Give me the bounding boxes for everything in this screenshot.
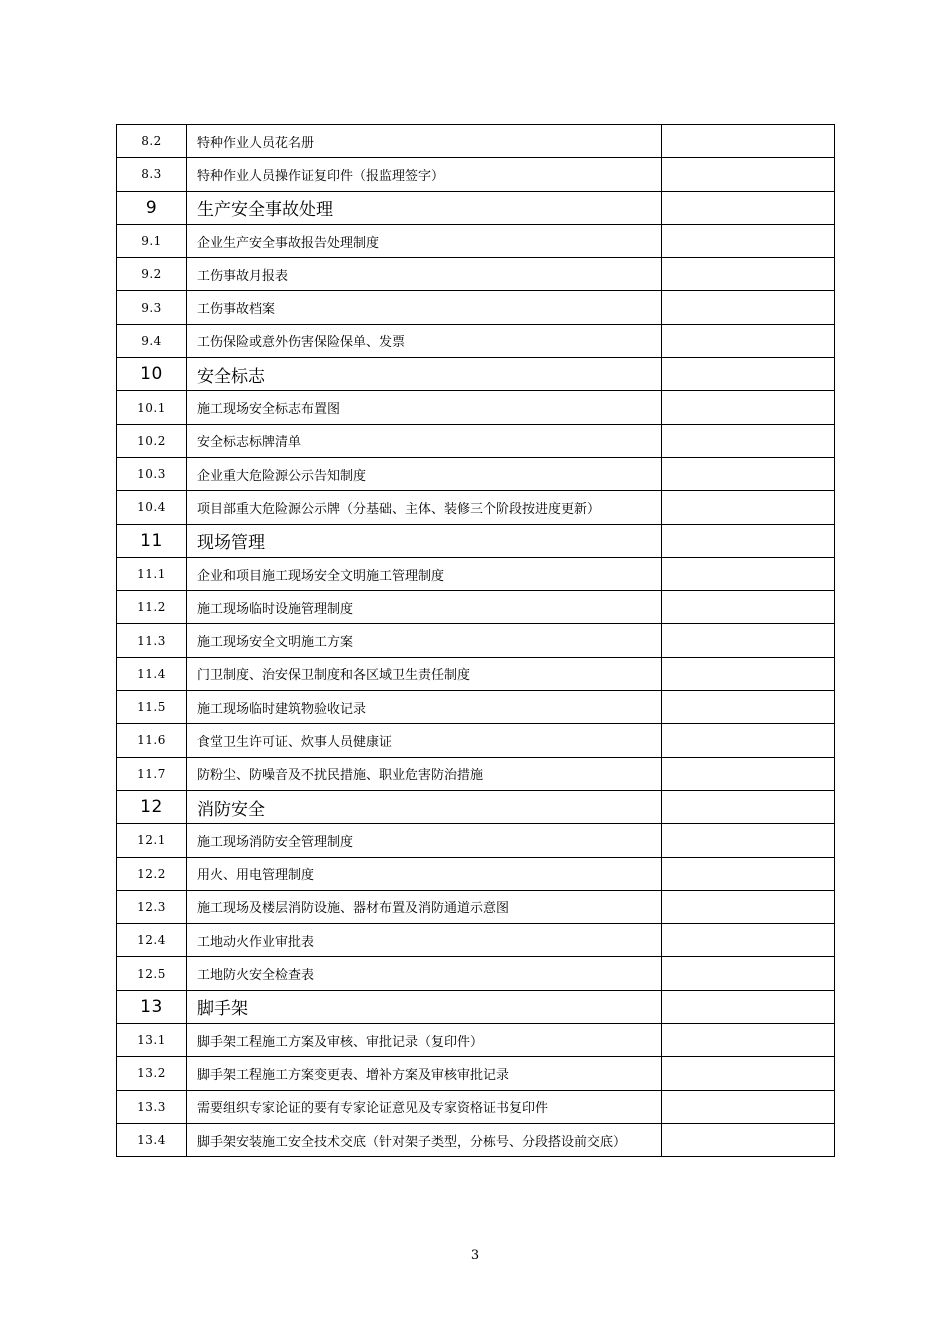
item-description: 施工现场临时设施管理制度: [187, 591, 662, 624]
item-description: 工地动火作业审批表: [187, 924, 662, 957]
section-row: [117, 790, 835, 823]
item-number: 10: [117, 358, 187, 391]
table-row: [117, 1024, 835, 1057]
item-number: 12.5: [117, 957, 187, 990]
table-row: [117, 1057, 835, 1090]
section-row: [117, 358, 835, 391]
item-description: 防粉尘、防噪音及不扰民措施、职业危害防治措施: [187, 757, 662, 790]
table-row: [117, 391, 835, 424]
notes-cell: [662, 1057, 835, 1090]
table-row: [117, 691, 835, 724]
item-number: 8.3: [117, 158, 187, 191]
notes-cell: [662, 291, 835, 324]
item-description: 门卫制度、治安保卫制度和各区域卫生责任制度: [187, 657, 662, 690]
notes-cell: [662, 691, 835, 724]
notes-cell: [662, 491, 835, 524]
item-description: 施工现场安全标志布置图: [187, 391, 662, 424]
table-row: [117, 158, 835, 191]
item-number: 9.3: [117, 291, 187, 324]
item-number: 9.1: [117, 224, 187, 257]
item-number: 12.3: [117, 890, 187, 923]
notes-cell: [662, 657, 835, 690]
table-row: [117, 1090, 835, 1123]
table-row: [117, 657, 835, 690]
item-description: 工地防火安全检查表: [187, 957, 662, 990]
notes-cell: [662, 857, 835, 890]
item-description: 安全标志标牌清单: [187, 424, 662, 457]
item-number: 9.2: [117, 258, 187, 291]
table-body: [117, 125, 835, 1157]
notes-cell: [662, 824, 835, 857]
item-description: 用火、用电管理制度: [187, 857, 662, 890]
table-row: [117, 957, 835, 990]
notes-cell: [662, 1090, 835, 1123]
item-number: 10.3: [117, 457, 187, 490]
item-number: 12.4: [117, 924, 187, 957]
table-row: [117, 890, 835, 923]
item-description: 脚手架工程施工方案变更表、增补方案及审核审批记录: [187, 1057, 662, 1090]
item-description: 工伤事故档案: [187, 291, 662, 324]
notes-cell: [662, 324, 835, 357]
item-number: 13.2: [117, 1057, 187, 1090]
table-row: [117, 258, 835, 291]
item-description: 工伤保险或意外伤害保险保单、发票: [187, 324, 662, 357]
table-row: [117, 724, 835, 757]
item-description: 企业生产安全事故报告处理制度: [187, 224, 662, 257]
notes-cell: [662, 424, 835, 457]
notes-cell: [662, 990, 835, 1023]
table-row: [117, 125, 835, 158]
item-description: 脚手架工程施工方案及审核、审批记录（复印件）: [187, 1024, 662, 1057]
notes-cell: [662, 191, 835, 224]
table-row: [117, 557, 835, 590]
section-row: [117, 990, 835, 1023]
notes-cell: [662, 1123, 835, 1156]
item-description: 需要组织专家论证的要有专家论证意见及专家资格证书复印件: [187, 1090, 662, 1123]
table-row: [117, 457, 835, 490]
item-description: 工伤事故月报表: [187, 258, 662, 291]
item-number: 10.1: [117, 391, 187, 424]
section-title: 安全标志: [187, 358, 662, 391]
table-row: [117, 924, 835, 957]
item-number: 10.2: [117, 424, 187, 457]
notes-cell: [662, 924, 835, 957]
table-row: [117, 624, 835, 657]
item-number: 12.1: [117, 824, 187, 857]
item-description: 施工现场临时建筑物验收记录: [187, 691, 662, 724]
item-number: 13.1: [117, 1024, 187, 1057]
notes-cell: [662, 591, 835, 624]
notes-cell: [662, 358, 835, 391]
item-number: 9.4: [117, 324, 187, 357]
item-number: 11.4: [117, 657, 187, 690]
item-number: 11.1: [117, 557, 187, 590]
table-row: [117, 224, 835, 257]
table-row: [117, 424, 835, 457]
item-number: 12: [117, 790, 187, 823]
item-number: 8.2: [117, 125, 187, 158]
table-row: [117, 591, 835, 624]
item-description: 企业重大危险源公示告知制度: [187, 457, 662, 490]
item-description: 食堂卫生许可证、炊事人员健康证: [187, 724, 662, 757]
item-number: 10.4: [117, 491, 187, 524]
section-title: 现场管理: [187, 524, 662, 557]
section-row: [117, 524, 835, 557]
notes-cell: [662, 757, 835, 790]
item-number: 11: [117, 524, 187, 557]
notes-cell: [662, 524, 835, 557]
notes-cell: [662, 957, 835, 990]
notes-cell: [662, 457, 835, 490]
item-number: 11.7: [117, 757, 187, 790]
item-number: 13.3: [117, 1090, 187, 1123]
notes-cell: [662, 890, 835, 923]
document-table: [116, 124, 835, 1157]
item-description: 施工现场及楼层消防设施、器材布置及消防通道示意图: [187, 890, 662, 923]
notes-cell: [662, 1024, 835, 1057]
notes-cell: [662, 158, 835, 191]
item-number: 11.6: [117, 724, 187, 757]
item-number: 11.3: [117, 624, 187, 657]
notes-cell: [662, 790, 835, 823]
table-row: [117, 1123, 835, 1156]
section-title: 脚手架: [187, 990, 662, 1023]
item-description: 企业和项目施工现场安全文明施工管理制度: [187, 557, 662, 590]
item-number: 11.2: [117, 591, 187, 624]
table-row: [117, 824, 835, 857]
item-number: 13: [117, 990, 187, 1023]
item-number: 12.2: [117, 857, 187, 890]
item-description: 施工现场消防安全管理制度: [187, 824, 662, 857]
table-row: [117, 857, 835, 890]
item-description: 特种作业人员操作证复印件（报监理签字）: [187, 158, 662, 191]
notes-cell: [662, 258, 835, 291]
item-description: 施工现场安全文明施工方案: [187, 624, 662, 657]
table-row: [117, 757, 835, 790]
table-row: [117, 324, 835, 357]
item-number: 13.4: [117, 1123, 187, 1156]
notes-cell: [662, 224, 835, 257]
table-row: [117, 491, 835, 524]
section-title: 生产安全事故处理: [187, 191, 662, 224]
item-description: 脚手架安装施工安全技术交底（针对架子类型，分栋号、分段搭设前交底）: [187, 1123, 662, 1156]
item-number: 11.5: [117, 691, 187, 724]
notes-cell: [662, 557, 835, 590]
item-description: 特种作业人员花名册: [187, 125, 662, 158]
item-description: 项目部重大危险源公示牌（分基础、主体、装修三个阶段按进度更新）: [187, 491, 662, 524]
notes-cell: [662, 724, 835, 757]
table-row: [117, 291, 835, 324]
notes-cell: [662, 125, 835, 158]
section-row: [117, 191, 835, 224]
item-number: 9: [117, 191, 187, 224]
page-number: 3: [470, 1248, 480, 1263]
notes-cell: [662, 624, 835, 657]
notes-cell: [662, 391, 835, 424]
section-title: 消防安全: [187, 790, 662, 823]
